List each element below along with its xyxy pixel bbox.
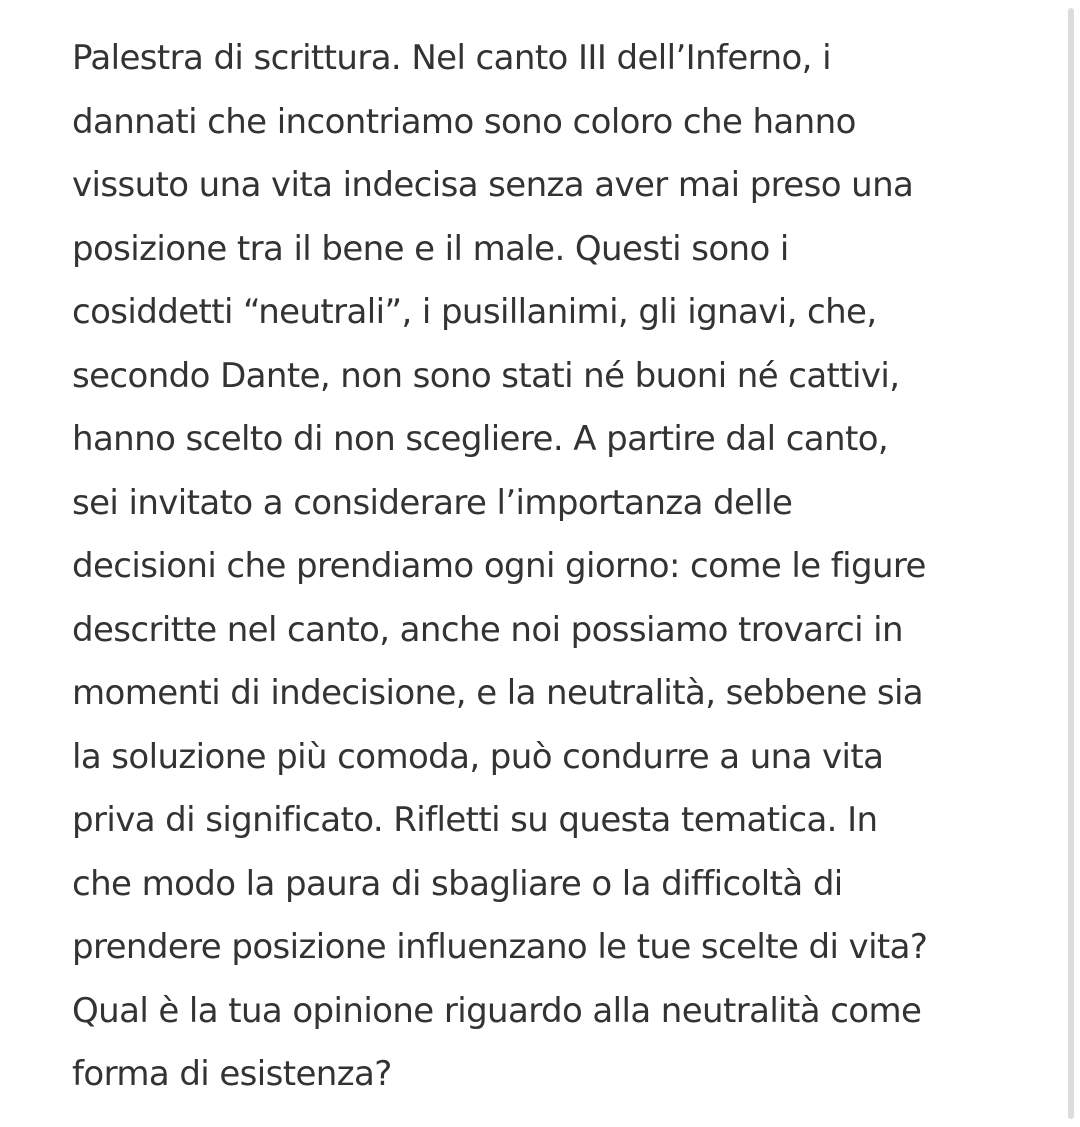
text-line: prendere posizione influenzano le tue scelte di vita?: [72, 927, 928, 967]
text-line: momenti di indecisione, e la neutralità, sebbene sia: [72, 673, 924, 713]
text-line: decisioni che prendiamo ogni giorno: come le figure: [72, 546, 926, 586]
text-line: Qual è la tua opinione riguardo alla neutralità come: [72, 990, 922, 1031]
text-line: sei invitato a considerare l’importanza delle: [72, 482, 793, 523]
text-line: Palestra di scrittura. Nel canto III dell’Inferno, i: [72, 38, 831, 78]
vertical-scrollbar[interactable]: [1068, 8, 1074, 1119]
text-line: hanno scelto di non scegliere. A partire dal canto,: [72, 419, 889, 459]
text-line: posizione tra il bene e il male. Questi sono i: [72, 228, 789, 269]
text-line: forma di esistenza?: [72, 1054, 392, 1094]
text-line: la soluzione più comoda, può condurre a una vita: [72, 736, 884, 777]
writing-prompt-paragraph: [72, 27, 1062, 1107]
text-line: che modo la paura di sbagliare o la difficoltà di: [72, 863, 843, 904]
text-line: secondo Dante, non sono stati né buoni né cattivi,: [72, 355, 900, 396]
text-line: vissuto una vita indecisa senza aver mai preso una: [72, 165, 914, 205]
text-line: dannati che incontriamo sono coloro che hanno: [72, 101, 856, 142]
text-line: cosiddetti “neutrali”, i pusillanimi, gli ignavi, che,: [72, 292, 877, 332]
text-line: priva di significato. Rifletti su questa tematica. In: [72, 800, 878, 840]
text-line: descritte nel canto, anche noi possiamo trovarci in: [72, 609, 903, 650]
